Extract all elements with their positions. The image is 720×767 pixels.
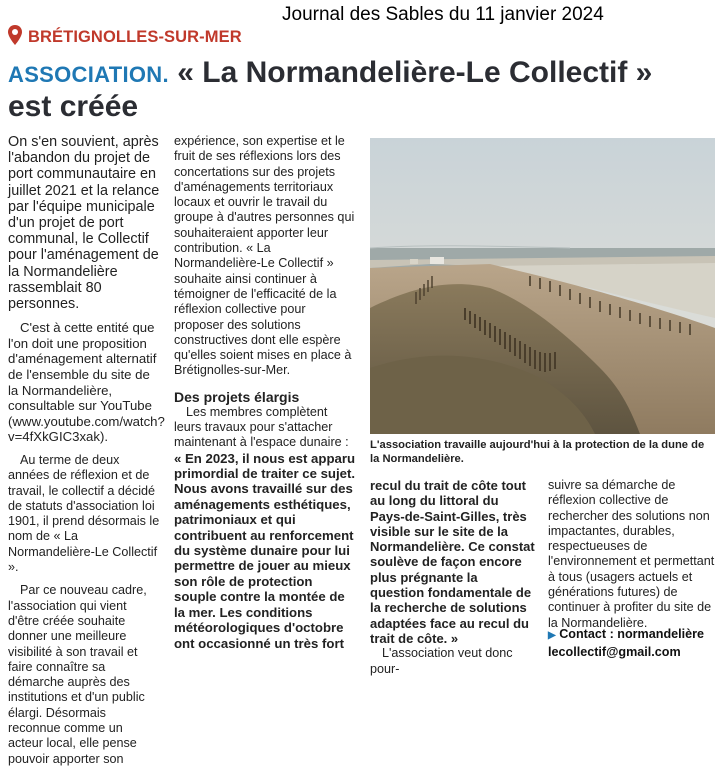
location-label: BRÉTIGNOLLES-SUR-MER bbox=[28, 28, 242, 46]
headline bbox=[8, 57, 713, 123]
beach-dune-photo bbox=[370, 138, 715, 434]
article-paragraph: suivre sa démarche de réflexion collective de rechercher des solutions non impactantes, durables, respectueuses de l'environnement et permettant à tous (usagers actuels et générations futures) de continuer à profiter du site de la Normandelière. bbox=[548, 478, 715, 630]
contact-label: Contact : normandelière bbox=[559, 627, 705, 641]
headline-kicker: ASSOCIATION. bbox=[8, 62, 169, 87]
article-column-3 bbox=[370, 478, 535, 677]
article-paragraph: expérience, son expertise et le fruit de ses réflexions lors des concertations sur des projets d'aménagements territoriaux locaux et ouvrir le travail du groupe à d'autres personnes qui souhaiteraient apporter leur contribution. « La Normandelière-Le Collectif » souhaite ainsi continuer à témoigner de l'efficacité de la réflexion collective pour proposer des solutions constructives dont elle espère qu'elles soient mises en place à Brétignolles-sur-Mer. bbox=[174, 134, 355, 378]
article-paragraph: C'est à cette entité que l'on doit une proposition d'aménagement alternatif de l'ensemble du site de la Normandelière, consultable sur YouTube (www.youtube.com/watch?v=4fXkGIC3xak). bbox=[8, 320, 165, 445]
photo-caption: L'association travaille aujourd'hui à la protection de la dune de la Normandelière. bbox=[370, 439, 705, 465]
location-pin-icon bbox=[8, 25, 22, 45]
article-quote: « En 2023, il nous est apparu primordial de traiter ce sujet. Nous avons travaillé sur des aménagements esthétiques, patrimoniaux et qui contribuent au renforcement du système dunaire pour lui permettre de jouer au mieux son rôle de protection souple contre la montée de la mer. Les conditions météorologiques d'octobre ont occasionné un très fort bbox=[174, 450, 356, 651]
article-column-4 bbox=[548, 478, 716, 631]
headline-title-line2: est créée bbox=[8, 90, 139, 123]
article-column-1 bbox=[8, 134, 165, 767]
article-quote: recul du trait de côte tout au long du littoral du Pays-de-Saint-Gilles, très visible sur le site de la Normandelière. Ce constat soulève de façon encore plus prégnante la question fondamentale de la recherche de solutions adaptées face au recul du trait de côte. » bbox=[370, 478, 535, 646]
article-paragraph: Au terme de deux années de réflexion et de travail, le collectif a décidé de statuts d'association loi 1901, il prend désormais le nom de « La Normandelière-Le Collectif ». bbox=[8, 452, 160, 575]
article-paragraph: L'association veut donc pour- bbox=[370, 646, 513, 676]
contact-block bbox=[548, 626, 716, 660]
contact-email[interactable]: lecollectif@gmail.com bbox=[548, 645, 681, 659]
article-paragraph: Les membres complètent leurs travaux pour s'attacher maintenant à l'espace dunaire : bbox=[174, 404, 349, 450]
section-subhead: Des projets élargis bbox=[174, 388, 300, 405]
bullet-triangle-icon: ▶ bbox=[548, 630, 556, 641]
headline-title-line1: « La Normandelière-Le Collectif » bbox=[177, 56, 653, 89]
article-paragraph: Par ce nouveau cadre, l'association qui vient d'être créée souhaite donner une meilleure visibilité à son travail et faire connaître sa démarche auprès des institutions et d'un public élargi. Désormais reconnue comme un acteur local, elle pense pouvoir apporter son bbox=[8, 583, 147, 766]
journal-date-line: Journal des Sables du 11 janvier 2024 bbox=[282, 4, 604, 25]
article-paragraph: On s'en souvient, après l'abandon du projet de port communautaire en juillet 2021 et la relance par l'équipe municipale d'un projet de port communal, le Collectif pour l'aménagement de la Normandelière rassemblait 80 personnes. bbox=[8, 134, 160, 313]
article-column-2 bbox=[174, 134, 356, 651]
